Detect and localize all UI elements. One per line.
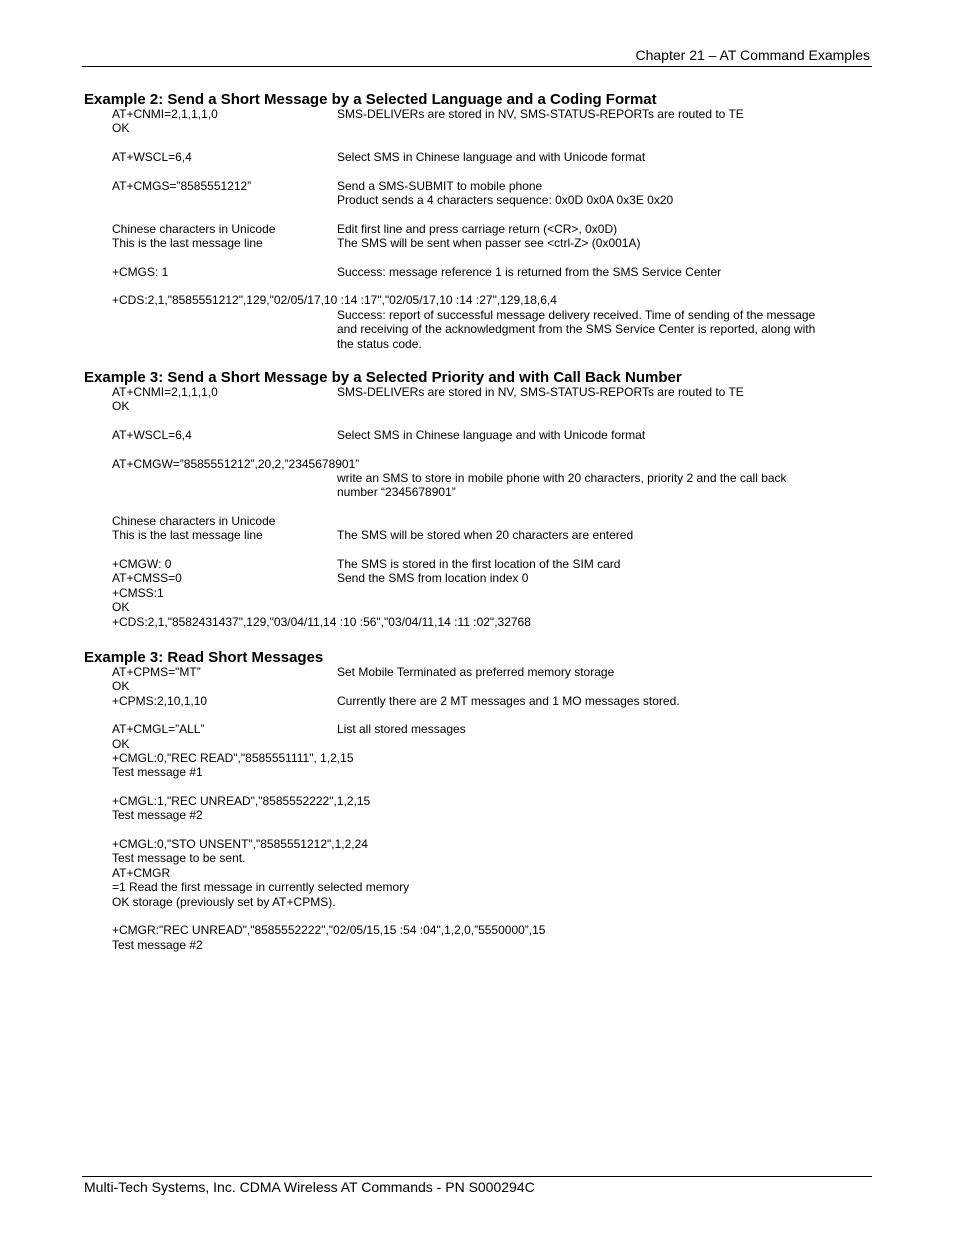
command-text: OK — [112, 736, 130, 751]
description-text: Set Mobile Terminated as preferred memory storage — [337, 665, 615, 679]
command-row — [0, 615, 954, 629]
command-row — [0, 442, 954, 456]
command-row — [0, 471, 954, 485]
command-row — [0, 909, 954, 923]
command-row — [0, 557, 954, 571]
description-text: write an SMS to store in mobile phone with 20 characters, priority 2 and the call back — [337, 471, 787, 486]
command-row — [0, 514, 954, 528]
command-text: AT+CMGS=”8585551212” — [112, 178, 252, 193]
command-row — [0, 780, 954, 794]
command-rows — [0, 107, 954, 351]
command-row — [0, 121, 954, 135]
description-text: Edit first line and press carriage return (<CR>, 0x0D) — [337, 221, 618, 236]
description-text: The SMS will be sent when passer see <ctrl-Z> (0x001A) — [337, 236, 641, 251]
description-text: Currently there are 2 MT messages and 1 MO messages stored. — [337, 693, 680, 708]
description-text: Product sends a 4 characters sequence: 0x0D 0x0A 0x3E 0x20 — [337, 193, 674, 208]
command-text: AT+CPMS="MT” — [112, 665, 201, 679]
description-text: The SMS is stored in the first location of the SIM card — [337, 557, 621, 572]
command-row — [0, 457, 954, 471]
command-row — [0, 923, 954, 937]
command-row — [0, 586, 954, 600]
command-rows — [0, 385, 954, 629]
command-row — [0, 794, 954, 808]
command-row — [0, 236, 954, 250]
command-row — [0, 895, 954, 909]
command-row — [0, 164, 954, 178]
command-text: AT+CMSS=0 — [112, 571, 182, 586]
command-row — [0, 385, 954, 399]
command-row — [0, 722, 954, 736]
description-text: List all stored messages — [337, 722, 466, 737]
command-row — [0, 107, 954, 121]
command-row — [0, 880, 954, 894]
description-text: The SMS will be stored when 20 characters are entered — [337, 528, 634, 543]
description-text: Send a SMS-SUBMIT to mobile phone — [337, 178, 543, 193]
command-text: +CPMS:2,10,1,10 — [112, 693, 208, 708]
command-row — [0, 808, 954, 822]
section-heading: Example 2: Send a Short Message by a Selected Language and a Coding Format — [84, 91, 657, 108]
command-row — [0, 136, 954, 150]
command-text: +CMGS: 1 — [112, 264, 169, 279]
command-text: AT+CNMI=2,1,1,1,0 — [112, 107, 218, 121]
command-text: +CDS:2,1,"8585551212",129,"02/05/17,10 :14 :17","02/05/17,10 :14 :27",129,18,6,4 — [112, 293, 557, 308]
command-row — [0, 293, 954, 307]
command-text: =1 Read the first message in currently selected memory — [112, 880, 410, 895]
command-row — [0, 665, 954, 679]
command-text: AT+WSCL=6,4 — [112, 428, 192, 443]
command-row — [0, 600, 954, 614]
command-row — [0, 571, 954, 585]
command-row — [0, 851, 954, 865]
command-row — [0, 308, 954, 322]
command-text: Test message #2 — [112, 937, 203, 952]
command-row — [0, 500, 954, 514]
command-text: OK — [112, 399, 130, 414]
command-row — [0, 737, 954, 751]
command-row — [0, 399, 954, 413]
command-text: Test message #1 — [112, 765, 203, 780]
command-text: OK — [112, 121, 130, 136]
command-text: This is the last message line — [112, 236, 263, 251]
command-text: +CMGR:"REC UNREAD","8585552222","02/05/15,15 :54 :04",1,2,0,”5550000”,15 — [112, 923, 546, 938]
description-text: SMS-DELIVERs are stored in NV, SMS-STATUS-REPORTs are routed to TE — [337, 385, 744, 399]
command-text: This is the last message line — [112, 528, 263, 543]
description-text: the status code. — [337, 336, 422, 351]
command-rows — [0, 665, 954, 952]
command-text: Chinese characters in Unicode — [112, 514, 276, 529]
command-row — [0, 694, 954, 708]
command-text: AT+CNMI=2,1,1,1,0 — [112, 385, 218, 399]
description-text: Send the SMS from location index 0 — [337, 571, 529, 586]
description-text: Success: report of successful message delivery received. Time of sending of the message — [337, 307, 816, 322]
command-row — [0, 938, 954, 952]
command-text: +CMGL:1,"REC UNREAD","8585552222",1,2,15 — [112, 794, 371, 809]
command-row — [0, 823, 954, 837]
command-text: Chinese characters in Unicode — [112, 221, 276, 236]
command-row — [0, 337, 954, 351]
command-row — [0, 322, 954, 336]
command-text: +CDS:2,1,"8582431437",129,"03/04/11,14 :10 :56","03/04/11,14 :11 :02",32768 — [112, 614, 531, 629]
description-text: Select SMS in Chinese language and with Unicode format — [337, 428, 646, 443]
footer-rule — [82, 1176, 872, 1177]
command-text: +CMGL:0,"STO UNSENT","8585551212",1,2,24 — [112, 837, 368, 852]
command-row — [0, 708, 954, 722]
command-row — [0, 207, 954, 221]
command-row — [0, 193, 954, 207]
command-row — [0, 837, 954, 851]
command-row — [0, 866, 954, 880]
command-text: AT+WSCL=6,4 — [112, 150, 192, 165]
description-text: Select SMS in Chinese language and with Unicode format — [337, 150, 646, 165]
command-row — [0, 414, 954, 428]
description-text: number “2345678901” — [337, 485, 456, 500]
command-text: Test message #2 — [112, 808, 203, 823]
command-text: OK — [112, 600, 130, 615]
command-text: +CMSS:1 — [112, 585, 164, 600]
command-text: AT+CMGW=”8585551212”,20,2,”2345678901” — [112, 456, 360, 471]
description-text: and receiving of the acknowledgment from the SMS Service Center is reported, along with — [337, 322, 816, 337]
command-text: +CMGW: 0 — [112, 557, 172, 572]
section-heading: Example 3: Send a Short Message by a Selected Priority and with Call Back Number — [84, 369, 682, 386]
command-row — [0, 751, 954, 765]
command-row — [0, 265, 954, 279]
command-row — [0, 765, 954, 779]
section-heading: Example 3: Read Short Messages — [84, 649, 324, 666]
command-text: AT+CMGL=”ALL” — [112, 722, 205, 737]
command-row — [0, 543, 954, 557]
command-row — [0, 528, 954, 542]
description-text: SMS-DELIVERs are stored in NV, SMS-STATUS-REPORTs are routed to TE — [337, 107, 744, 121]
command-row — [0, 679, 954, 693]
command-row — [0, 150, 954, 164]
command-row — [0, 428, 954, 442]
command-row — [0, 222, 954, 236]
command-row — [0, 250, 954, 264]
command-row — [0, 279, 954, 293]
command-text: +CMGL:0,"REC READ","8585551111", 1,2,15 — [112, 751, 354, 766]
command-text: OK — [112, 679, 130, 694]
footer-text: Multi-Tech Systems, Inc. CDMA Wireless AT Commands - PN S000294C — [84, 1179, 535, 1195]
command-row — [0, 485, 954, 499]
chapter-header: Chapter 21 – AT Command Examples — [635, 47, 870, 63]
command-row — [0, 179, 954, 193]
command-text: Test message to be sent. — [112, 851, 246, 866]
description-text: Success: message reference 1 is returned from the SMS Service Center — [337, 264, 722, 279]
command-text: AT+CMGR — [112, 865, 171, 880]
command-text: OK storage (previously set by AT+CPMS). — [112, 894, 336, 909]
header-rule — [82, 66, 872, 67]
